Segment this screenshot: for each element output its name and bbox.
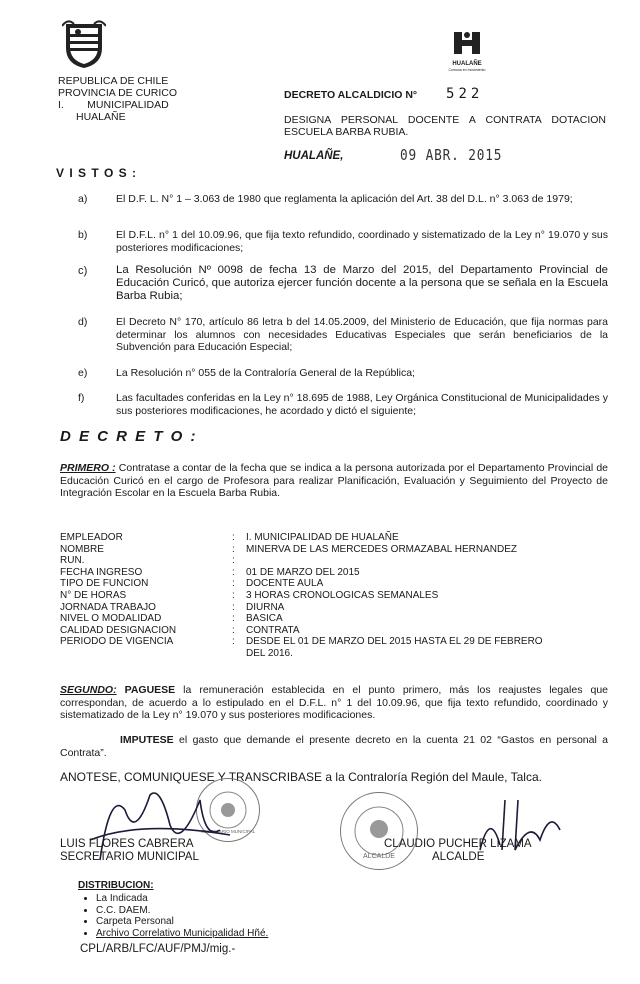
mayor-name: CLAUDIO PUCHER LIZAMA xyxy=(384,838,532,850)
vistos-text: La Resolución n° 055 de la Contraloría General de la República; xyxy=(116,367,415,379)
vistos-letter: b) xyxy=(78,229,88,241)
field-label: N° DE HORAS xyxy=(60,589,127,601)
imputese-paragraph xyxy=(60,734,608,759)
primero-paragraph xyxy=(60,462,608,500)
field-label: NIVEL O MODALIDAD xyxy=(60,613,162,625)
secretary-name: LUIS FLORES CABRERA xyxy=(60,838,194,850)
field-row xyxy=(60,544,608,556)
field-value: CONTRATA xyxy=(246,624,300,636)
decree-label: DECRETO ALCALDICIO N° xyxy=(284,89,418,101)
field-label: TIPO DE FUNCION xyxy=(60,578,149,590)
issuer-line: HUALAÑE xyxy=(76,111,126,123)
stamp-text: ALCALDE xyxy=(363,853,395,860)
secretary-title: SECRETARIO MUNICIPAL xyxy=(60,851,199,863)
decree-number: 522 xyxy=(446,86,484,102)
mayor-stamp xyxy=(340,792,418,870)
vistos-letter: f) xyxy=(78,392,85,404)
vistos-text: El D.F. L. N° 1 – 3.063 de 1980 que reglamenta la aplicación del Art. 38 del D.L. n° 3.063 de 1979; xyxy=(116,193,573,205)
decree-subject: DESIGNA PERSONAL DOCENTE A CONTRATA DOTACION ESCUELA BARBA RUBIA. xyxy=(284,114,606,138)
mayor-title: ALCALDE xyxy=(432,851,485,863)
field-value: BASICA xyxy=(246,613,283,625)
municipal-crest xyxy=(62,18,106,70)
field-colon: : xyxy=(232,636,235,648)
field-label: EMPLEADOR xyxy=(60,532,123,543)
logo-text: HUALAÑE xyxy=(452,61,482,67)
anotese-line: ANOTESE, COMUNIQUESE Y TRANSCRIBASE a la Contraloría Región del Maule, Talca. xyxy=(60,770,542,784)
field-value: MINERVA DE LAS MERCEDES ORMAZABAL HERNANDEZ xyxy=(246,543,517,555)
primero-text: Contratase a contar de la fecha que se indica a la persona autorizada por el Departamento Provincial de Educación Curicó en el cargo de Profesora para realizar Planificación, Evaluación y Seguimiento del Proyecto de Integración Escolar en la Escuela Barba Rubia. xyxy=(60,462,608,499)
issuer-line: REPUBLICA DE CHILE xyxy=(58,75,169,87)
decreto-title: D E C R E T O : xyxy=(60,428,198,445)
field-row xyxy=(60,590,608,602)
distribution-title: DISTRIBUCION: xyxy=(78,880,154,891)
field-label: RUN. xyxy=(60,555,85,567)
issuer-line: I. MUNICIPALIDAD xyxy=(58,99,169,111)
field-colon: : xyxy=(232,555,235,567)
logo-subtext: Comuna en movimiento xyxy=(448,68,486,72)
field-value: DIURNA xyxy=(246,601,285,613)
vistos-letter: a) xyxy=(78,193,88,205)
list-item: • C.C. DAEM. xyxy=(96,905,268,917)
imputese-bold: IMPUTESE xyxy=(120,734,174,746)
issuer-block xyxy=(58,75,238,123)
vistos-letter: e) xyxy=(78,367,88,379)
field-value: DEL 2016. xyxy=(246,647,293,659)
primero-label: PRIMERO : xyxy=(60,462,116,474)
decree-date-stamp: 09 ABR. 2015 xyxy=(400,146,503,164)
segundo-bold: PAGUESE xyxy=(116,684,176,696)
employment-fields xyxy=(60,532,608,660)
field-label: FECHA INGRESO xyxy=(60,566,143,578)
field-row xyxy=(60,636,608,648)
field-colon: : xyxy=(232,543,235,555)
field-row xyxy=(60,625,608,637)
field-row xyxy=(60,567,608,579)
field-label: PERIODO DE VIGENCIA xyxy=(60,636,174,648)
vistos-letter: d) xyxy=(78,316,88,328)
list-item: • La Indicada xyxy=(96,893,268,905)
field-colon: : xyxy=(232,613,235,625)
segundo-label: SEGUNDO: xyxy=(60,684,117,696)
decree-place: HUALAÑE, xyxy=(284,150,344,162)
vistos-letter: c) xyxy=(78,265,88,277)
imputese-text: el gasto que demande el presente decreto en la cuenta 21 02 “Gastos en personal a Contrata”. xyxy=(60,734,608,759)
field-colon: : xyxy=(232,624,235,636)
field-value: I. MUNICIPALIDAD DE HUALAÑE xyxy=(246,532,399,543)
vistos-text: Las facultades conferidas en la Ley n° 18.695 de 1988, Ley Orgánica Constitucional de Municipalidades y sus posteriores modificaciones, he acordado y dictó el siguiente; xyxy=(116,392,608,417)
field-value: DOCENTE AULA xyxy=(246,578,324,590)
field-label: JORNADA TRABAJO xyxy=(60,601,156,613)
field-row xyxy=(60,648,608,660)
crest-icon xyxy=(62,18,106,70)
field-label: CALIDAD DESIGNACION xyxy=(60,624,177,636)
vistos-title: V I S T O S : xyxy=(56,166,138,180)
field-value: 3 HORAS CRONOLOGICAS SEMANALES xyxy=(246,589,439,601)
vistos-text: El Decreto N° 170, artículo 86 letra b del 14.05.2009, del Ministerio de Educación, que fija normas para determinar los alumnos con necesidades Educativas Especiales que serán beneficiarios de la Subvención para Educación Especial; xyxy=(116,316,608,353)
hualane-logo-icon xyxy=(452,30,482,56)
field-row xyxy=(60,578,608,590)
field-row xyxy=(60,613,608,625)
field-colon: : xyxy=(232,601,235,613)
distribution-footer: CPL/ARB/LFC/AUF/PMJ/mig.- xyxy=(80,943,236,955)
distribution-list xyxy=(80,893,268,939)
decree-number-line xyxy=(284,86,483,102)
field-colon: : xyxy=(232,578,235,590)
segundo-text: la remuneración establecida en el punto primero, más los reajustes legales que correspondan, de acuerdo a lo estipulado en el D.F.L. n° 1 del 10.09.96, que fija texto refundido, coordinado y sistematizado de la Ley n° 19.070 y sus posteriores modificaciones. xyxy=(60,684,609,721)
hualane-logo xyxy=(446,30,488,73)
field-colon: : xyxy=(232,566,235,578)
field-colon: : xyxy=(232,589,235,601)
field-label: NOMBRE xyxy=(60,543,104,555)
field-row xyxy=(60,602,608,614)
field-row xyxy=(60,555,608,567)
list-item: • Carpeta Personal xyxy=(96,916,268,928)
vistos-text: La Resolución Nº 0098 de fecha 13 de Marzo del 2015, del Departamento Provincial de Educación Curicó, que autoriza ejercer función docente a la persona que se señala en la Escuela Barba Rubia; xyxy=(116,264,608,302)
segundo-paragraph xyxy=(60,684,608,722)
issuer-line: PROVINCIA DE CURICO xyxy=(58,87,178,99)
vistos-text: El D.F.L. n° 1 del 10.09.96, que fija texto refundido, coordinado y sistematizado de la Ley n° 19.070 y sus posteriores modificaciones; xyxy=(116,229,608,254)
field-value: DESDE EL 01 DE MARZO DEL 2015 HASTA EL 29 DE FEBRERO xyxy=(246,636,543,648)
list-item: • Archivo Correlativo Municipalidad Hñé. xyxy=(96,928,268,940)
field-row xyxy=(60,532,608,544)
mayor-signature-icon xyxy=(470,790,580,870)
field-value: 01 DE MARZO DEL 2015 xyxy=(246,566,360,578)
field-colon: : xyxy=(232,532,235,543)
stamp-text: SECRETARIO MUNICIPAL xyxy=(200,829,256,834)
